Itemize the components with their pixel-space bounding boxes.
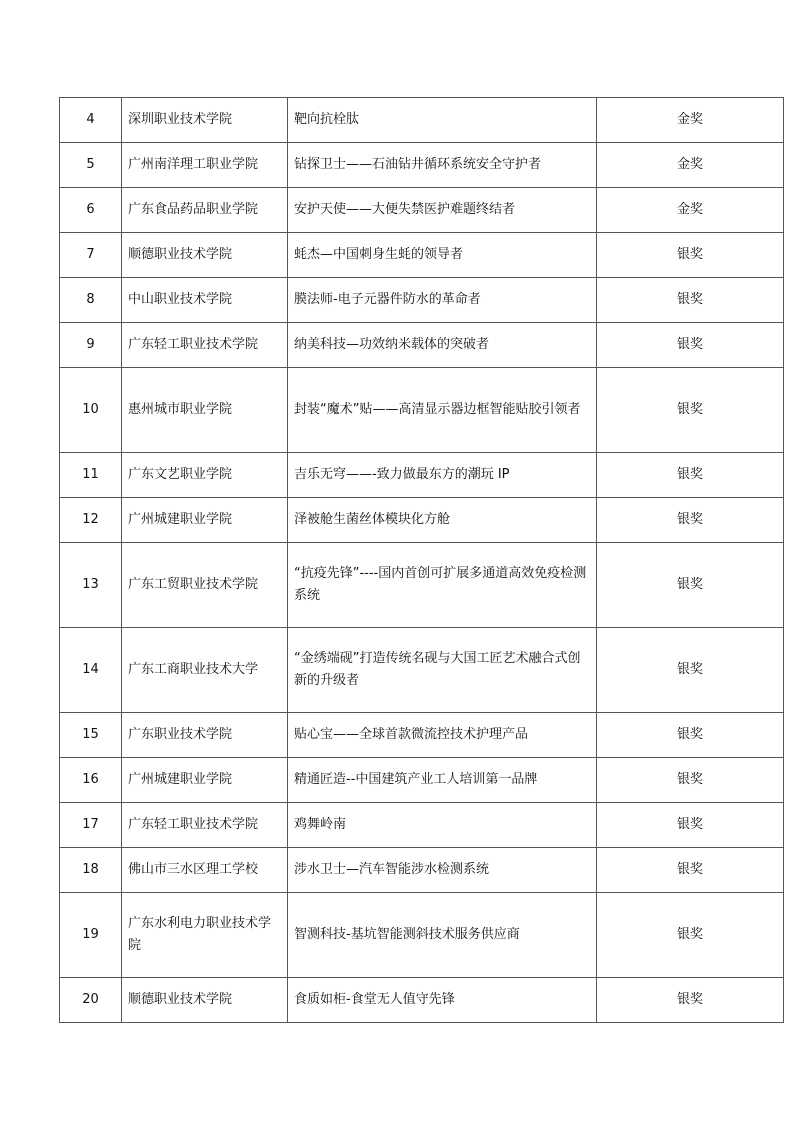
school-name: 顺德职业技术学院 bbox=[122, 233, 288, 278]
row-number: 8 bbox=[60, 278, 122, 323]
row-number: 19 bbox=[60, 893, 122, 978]
project-name: 泽被舱生菌丝体模块化方舱 bbox=[288, 498, 597, 543]
row-number: 5 bbox=[60, 143, 122, 188]
table-row bbox=[60, 188, 784, 233]
table-row bbox=[60, 758, 784, 803]
row-number: 12 bbox=[60, 498, 122, 543]
award-level: 银奖 bbox=[597, 233, 784, 278]
school-name: 广州城建职业学院 bbox=[122, 758, 288, 803]
school-name: 广东轻工职业技术学院 bbox=[122, 323, 288, 368]
award-level: 银奖 bbox=[597, 893, 784, 978]
table-row bbox=[60, 848, 784, 893]
award-level: 银奖 bbox=[597, 498, 784, 543]
award-level: 银奖 bbox=[597, 848, 784, 893]
award-level: 金奖 bbox=[597, 98, 784, 143]
school-name: 中山职业技术学院 bbox=[122, 278, 288, 323]
row-number: 18 bbox=[60, 848, 122, 893]
school-name: 广东食品药品职业学院 bbox=[122, 188, 288, 233]
table-row bbox=[60, 543, 784, 628]
row-number: 13 bbox=[60, 543, 122, 628]
table-row bbox=[60, 803, 784, 848]
row-number: 14 bbox=[60, 628, 122, 713]
project-name: “抗疫先锋”----国内首创可扩展多通道高效免疫检测系统 bbox=[288, 543, 597, 628]
award-level: 银奖 bbox=[597, 368, 784, 453]
school-name: 深圳职业技术学院 bbox=[122, 98, 288, 143]
table-row bbox=[60, 498, 784, 543]
table-row bbox=[60, 628, 784, 713]
project-name: 蚝杰—中国刺身生蚝的领导者 bbox=[288, 233, 597, 278]
table-row bbox=[60, 713, 784, 758]
table-row bbox=[60, 323, 784, 368]
row-number: 7 bbox=[60, 233, 122, 278]
award-level: 银奖 bbox=[597, 323, 784, 368]
row-number: 9 bbox=[60, 323, 122, 368]
award-level: 银奖 bbox=[597, 803, 784, 848]
award-level: 金奖 bbox=[597, 143, 784, 188]
school-name: 广东水利电力职业技术学院 bbox=[122, 893, 288, 978]
project-name: 贴心宝——全球首款微流控技术护理产品 bbox=[288, 713, 597, 758]
table-row bbox=[60, 98, 784, 143]
project-name: “金绣端砚”打造传统名砚与大国工匠艺术融合式创新的升级者 bbox=[288, 628, 597, 713]
table-row bbox=[60, 143, 784, 188]
award-level: 银奖 bbox=[597, 453, 784, 498]
table-row bbox=[60, 893, 784, 978]
school-name: 佛山市三水区理工学校 bbox=[122, 848, 288, 893]
row-number: 17 bbox=[60, 803, 122, 848]
award-level: 银奖 bbox=[597, 978, 784, 1023]
project-name: 食质如柜-食堂无人值守先锋 bbox=[288, 978, 597, 1023]
school-name: 惠州城市职业学院 bbox=[122, 368, 288, 453]
school-name: 广州城建职业学院 bbox=[122, 498, 288, 543]
project-name: 钻探卫士——石油钻井循环系统安全守护者 bbox=[288, 143, 597, 188]
school-name: 顺德职业技术学院 bbox=[122, 978, 288, 1023]
school-name: 广东工商职业技术大学 bbox=[122, 628, 288, 713]
table-row bbox=[60, 278, 784, 323]
award-level: 银奖 bbox=[597, 758, 784, 803]
table-row bbox=[60, 978, 784, 1023]
school-name: 广州南洋理工职业学院 bbox=[122, 143, 288, 188]
table-row bbox=[60, 453, 784, 498]
project-name: 安护天使——大便失禁医护难题终结者 bbox=[288, 188, 597, 233]
row-number: 11 bbox=[60, 453, 122, 498]
school-name: 广东轻工职业技术学院 bbox=[122, 803, 288, 848]
school-name: 广东职业技术学院 bbox=[122, 713, 288, 758]
project-name: 鸡舞岭南 bbox=[288, 803, 597, 848]
award-level: 银奖 bbox=[597, 713, 784, 758]
award-level: 金奖 bbox=[597, 188, 784, 233]
row-number: 20 bbox=[60, 978, 122, 1023]
row-number: 15 bbox=[60, 713, 122, 758]
row-number: 16 bbox=[60, 758, 122, 803]
project-name: 精通匠造--中国建筑产业工人培训第一品牌 bbox=[288, 758, 597, 803]
project-name: 智测科技-基坑智能测斜技术服务供应商 bbox=[288, 893, 597, 978]
award-level: 银奖 bbox=[597, 543, 784, 628]
row-number: 10 bbox=[60, 368, 122, 453]
award-level: 银奖 bbox=[597, 278, 784, 323]
project-name: 膜法师-电子元器件防水的革命者 bbox=[288, 278, 597, 323]
award-level: 银奖 bbox=[597, 628, 784, 713]
row-number: 6 bbox=[60, 188, 122, 233]
table-row bbox=[60, 368, 784, 453]
project-name: 封装“魔术”贴——高清显示器边框智能贴胶引领者 bbox=[288, 368, 597, 453]
school-name: 广东文艺职业学院 bbox=[122, 453, 288, 498]
project-name: 纳美科技—功效纳米载体的突破者 bbox=[288, 323, 597, 368]
project-name: 吉乐无穹——-致力做最东方的潮玩 IP bbox=[288, 453, 597, 498]
awards-table-body bbox=[60, 98, 784, 1023]
table-row bbox=[60, 233, 784, 278]
awards-table bbox=[59, 97, 784, 1023]
project-name: 涉水卫士—汽车智能涉水检测系统 bbox=[288, 848, 597, 893]
row-number: 4 bbox=[60, 98, 122, 143]
school-name: 广东工贸职业技术学院 bbox=[122, 543, 288, 628]
project-name: 靶向抗栓肽 bbox=[288, 98, 597, 143]
